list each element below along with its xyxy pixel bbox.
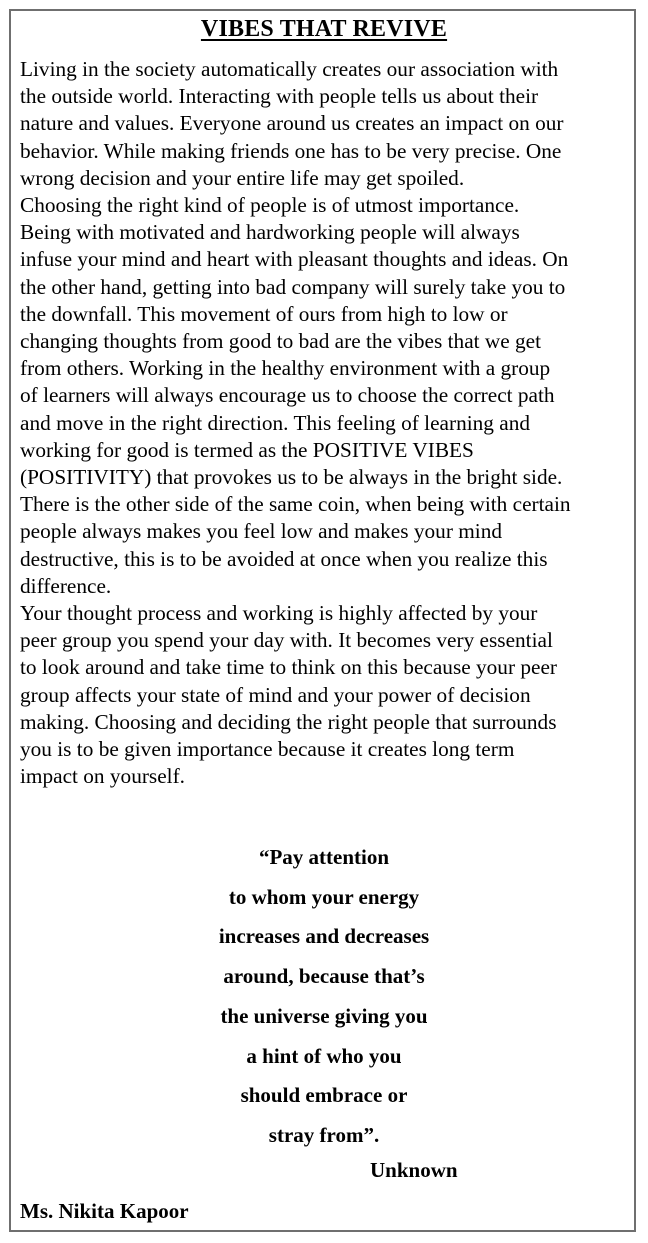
text-line: nature and values. Everyone around us creates an impact on our	[20, 111, 564, 136]
text-line: difference.	[20, 573, 112, 598]
paragraph-1	[20, 56, 632, 192]
author-name: Ms. Nikita Kapoor	[20, 1199, 189, 1223]
text-line: to look around and take time to think on this because your peer	[20, 655, 558, 680]
text-line: destructive, this is to be avoided at once when you realize this	[20, 546, 548, 571]
quote-block	[0, 838, 648, 1156]
quote-line: stray from”.	[268, 1122, 380, 1147]
text-line: Choosing the right kind of people is of utmost importance.	[20, 193, 520, 218]
quote-line: the universe giving you	[220, 1003, 428, 1028]
quote-line: a hint of who you	[246, 1043, 402, 1068]
text-line: behavior. While making friends one has to be very precise. One	[20, 138, 562, 163]
quote-line: around, because that’s	[223, 964, 425, 989]
text-line: peer group you spend your day with. It becomes very essential	[20, 628, 553, 653]
text-line: Being with motivated and hardworking people will always	[20, 220, 520, 245]
text-line: and move in the right direction. This feeling of learning and	[20, 410, 531, 435]
text-line: (POSITIVITY) that provokes us to be always in the bright side.	[20, 465, 563, 490]
text-line: the downfall. This movement of ours from high to low or	[20, 301, 508, 326]
text-line: There is the other side of the same coin, when being with certain	[20, 492, 571, 517]
text-line: infuse your mind and heart with pleasant thoughts and ideas. On	[20, 247, 569, 272]
article-title: VIBES THAT REVIVE	[200, 16, 448, 42]
paragraph-3	[20, 600, 632, 790]
text-line: making. Choosing and deciding the right people that surrounds	[20, 709, 557, 734]
text-line: wrong decision and your entire life may get spoiled.	[20, 165, 465, 190]
text-line: people always makes you feel low and makes your mind	[20, 519, 503, 544]
quote-line: increases and decreases	[218, 924, 430, 949]
text-line: the other hand, getting into bad company will surely take you to	[20, 274, 566, 299]
quote-attribution: Unknown	[370, 1158, 458, 1182]
text-line: Your thought process and working is highly affected by your	[20, 601, 538, 626]
text-line: impact on yourself.	[20, 764, 186, 789]
paragraph-2	[20, 192, 632, 600]
text-line: from others. Working in the healthy environment with a group	[20, 356, 551, 381]
quote-line: “Pay attention	[258, 845, 390, 869]
text-line: working for good is termed as the POSITIVE VIBES	[20, 437, 474, 462]
text-line: you is to be given importance because it creates long term	[20, 737, 515, 762]
text-line: group affects your state of mind and your power of decision	[20, 682, 531, 707]
article-body	[20, 56, 632, 790]
text-line: Living in the society automatically creates our association with	[20, 57, 559, 81]
text-line: of learners will always encourage us to choose the correct path	[20, 383, 555, 408]
quote-line: should embrace or	[240, 1083, 408, 1108]
text-line: the outside world. Interacting with people tells us about their	[20, 84, 539, 109]
text-line: changing thoughts from good to bad are the vibes that we get	[20, 329, 542, 354]
quote-line: to whom your energy	[228, 884, 420, 909]
